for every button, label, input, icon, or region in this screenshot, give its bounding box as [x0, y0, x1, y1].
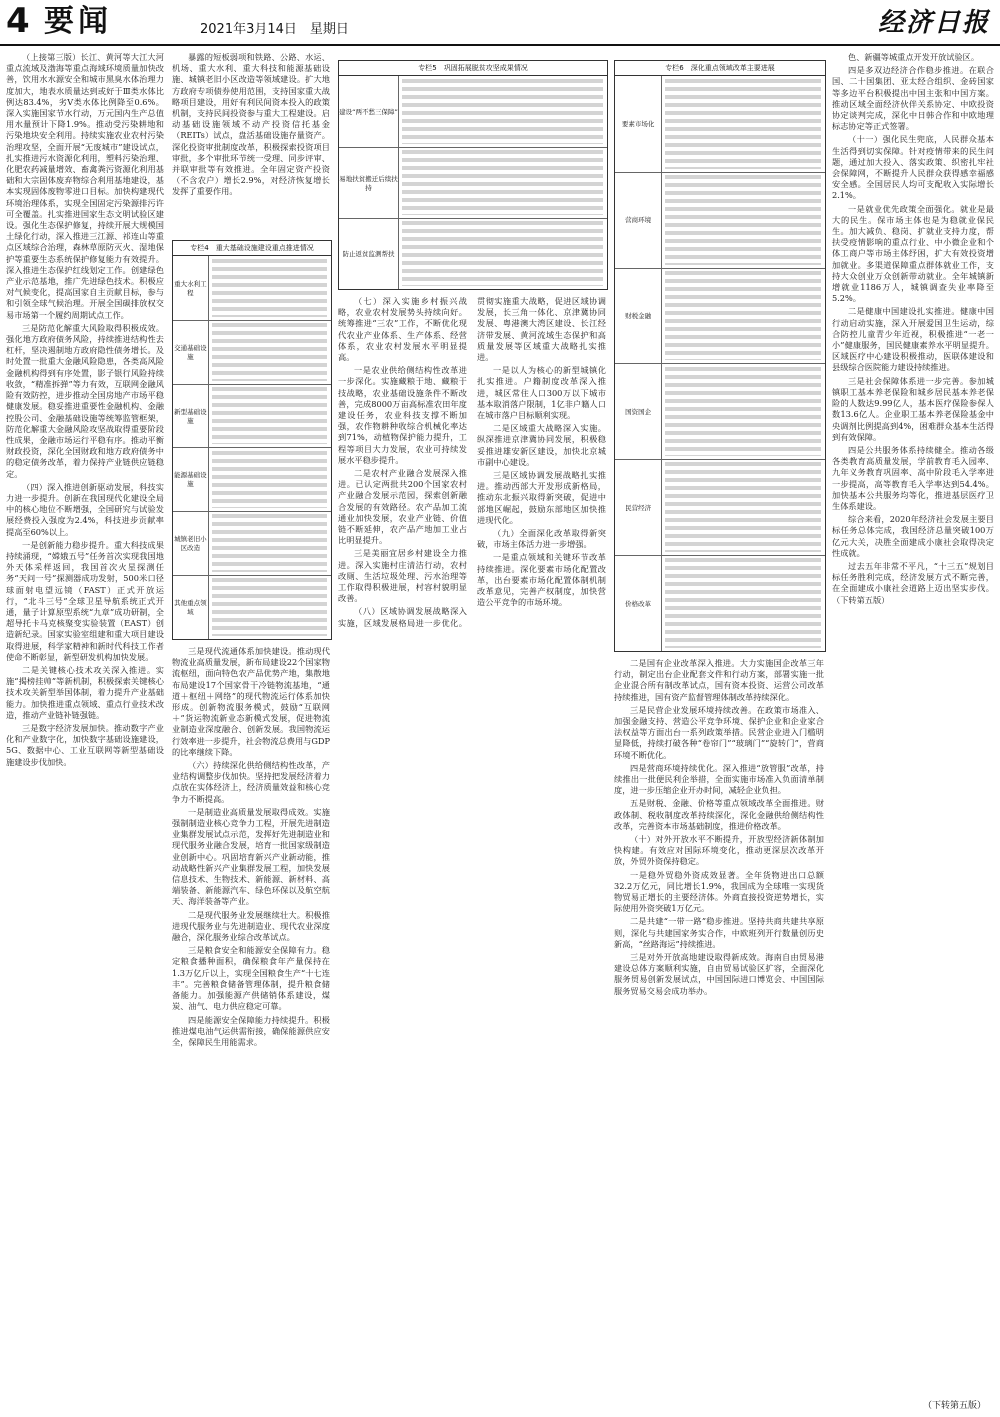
table-row	[173, 256, 331, 321]
table-row-content	[665, 175, 821, 265]
table-row	[339, 218, 607, 290]
article-column-3	[172, 646, 330, 1400]
section-title: 要闻	[44, 4, 112, 39]
table-row	[339, 76, 607, 148]
paragraph: （七）深入实施乡村振兴战略，农业农村发展势头持续向好。统筹推进“三农”工作，不断优化现代农业产业体系、生产体系、经营体系，农业农村发展水平明显提高。	[338, 296, 467, 363]
paragraph: 二是现代服务业发展继续壮大。积极推进现代服务业与先进制造业、现代农业深度融合，深化服务业综合改革试点。	[172, 909, 330, 943]
table-title: 专栏6 深化重点领域改革主要进展	[615, 61, 825, 76]
paragraph: 色、新疆等城重点开发开放试验区。	[848, 52, 980, 62]
table-row-label: 建设“两不愁三保障”	[339, 76, 399, 147]
paragraph: 四是能源安全保障能力持续提升。积极推进煤电油气运供需衔接，确保能源供应安全，保障民生用能需求。	[172, 1014, 330, 1047]
paragraph: 二是区域重大战略深入实施。纵深推进京津冀协同发展，积极稳妥推进雄安新区建设，加快北京城市副中心建设。	[477, 423, 606, 467]
table-row-content	[212, 387, 327, 445]
table-row-content	[665, 367, 821, 457]
paragraph: （九）全面深化改革取得新突破，市场主体活力进一步增强。	[477, 528, 606, 550]
table-title: 专栏5 巩固拓展脱贫攻坚成果情况	[339, 61, 607, 76]
table-row-label: 交通基础设施	[173, 320, 209, 384]
table-row-content	[402, 221, 603, 286]
table-row-content	[665, 462, 821, 552]
table-row	[173, 320, 331, 385]
table-row	[615, 364, 825, 461]
issue-date: 2021年3月14日 星期日	[200, 22, 349, 37]
table-row-label: 防止返贫监测帮扶	[339, 218, 399, 289]
sidebar-table-3	[614, 60, 826, 652]
paragraph: 一是稳外贸稳外资成效显著。全年货物进出口总额32.2万亿元，同比增长1.9%，我国成为全球唯一实现货物贸易正增长的主要经济体。外商直接投资逆势增长，实际使用外资突破1万亿元。	[614, 869, 824, 914]
paragraph: （十）对外开放水平不断提升，开放型经济新体制加快构建。有效应对国际环境变化，推动更深层次改革开放，外贸外资保持稳定。	[614, 834, 824, 867]
paragraph: 四是营商环境持续优化。深入推进“放管服”改革，持续推出一批便民利企举措，全面实施市场准入负面清单制度，进一步压缩企业开办时间，减轻企业负担。	[614, 762, 824, 796]
paragraph: 二是农村产业融合发展深入推进。已认定两批共200个国家农村产业融合发展示范园，探索创新融合发展的有效路径。农产品加工流通业加快发展，农业产业链、价值链不断延伸，农产品产地加工业占比明显提升。	[338, 468, 467, 546]
table-row-label: 新型基础设施	[173, 384, 209, 448]
paragraph: 三是社会保障体系进一步完善。参加城镇职工基本养老保险和城乡居民基本养老保险的人数达9.99亿人，基本医疗保险参保人数13.6亿人。企业职工基本养老保险基金中央调剂比例提高到4%，困难群众基本生活得到有效保障。	[832, 375, 994, 442]
table-row-content	[665, 558, 821, 648]
paragraph: 三是数字经济发展加快。推动数字产业化和产业数字化，加快数字基础设施建设，5G、数据中心、工业互联网等新型基础设施建设步伐加快。	[6, 722, 164, 767]
paragraph: 过去五年非常不平凡，“十三五”规划目标任务胜利完成，经济发展方式不断完善，在全面建成小康社会道路上迈出坚实步伐。（下转第五版）	[832, 560, 994, 605]
paragraph: 三是对外开放高地建设取得新成效。海南自由贸易港建设总体方案顺利实施，自由贸易试验区扩容，全面深化服务贸易创新发展试点，中国国际进口博览会、中国国际服务贸易交易会成功举办。	[614, 952, 824, 996]
table-row-content	[402, 79, 603, 144]
table-row-label: 财税金融	[615, 268, 662, 364]
paragraph: 四是公共服务体系持续健全。推动各级各类教育高质量发展，学前教育毛入园率、九年义务教育巩固率、高中阶段毛入学率进一步提高，高等教育毛入学率达到54.4%。加快基本公共服务均等化，推进基层医疗卫生体系建设。	[832, 444, 994, 511]
paragraph: 四是多双边经济合作稳步推进。在联合国、二十国集团、亚太经合组织、金砖国家等多边平台积极提出中国主张和中国方案。推动区域全面经济伙伴关系协定、中欧投资协定谈判完成，深化中日韩合作和中欧地理标志协定等正式签署。	[832, 65, 994, 132]
continued-note: （下转第五版）	[922, 1401, 986, 1411]
table-row	[173, 448, 331, 513]
paragraph: 三是现代流通体系加快建设。推动现代物流业高质量发展，新布局建设22个国家物流枢纽，面向特色农产品优势产地，集散地布局建设17个国家骨干冷链物流基地，“通道＋枢纽＋网络”的现代物流运行体系加快形成。创新物流服务模式，鼓励“互联网＋”货运物流新业态新模式发展，促进物流业制造业深度融合、创新发展。我国物流运行效率进一步提升，社会物流总费用与GDP的比率继续下降。	[172, 646, 330, 757]
table-row-content	[665, 271, 821, 361]
newspaper-logo: 经济日报	[877, 8, 990, 38]
paragraph: 二是健康中国建设扎实推进。健康中国行动启动实施，深入开展爱国卫生运动，综合防控儿童青少年近视，积极推进“一老一小”健康服务，国民健康素养水平明显提升。区域医疗中心建设积极推动，医联体建设和县级综合医院能力建设持续推进。	[832, 306, 994, 373]
paragraph: 三是区域协调发展战略扎实推进。推动西部大开发形成新格局，推动东北振兴取得新突破，促进中部地区崛起，鼓励东部地区加快推进现代化。	[477, 470, 606, 525]
table-row-content	[212, 259, 327, 317]
table-row-content	[402, 150, 603, 215]
table-title: 专栏4 重大基础设施建设重点推进情况	[173, 241, 331, 256]
table-row-content	[212, 578, 327, 636]
table-row-label: 其他重点领域	[173, 575, 209, 639]
article-column-1	[6, 52, 164, 1400]
paragraph: 一是创新能力稳步提升。重大科技成果持续涌现，“嫦娥五号”任务首次实现我国地外天体采样返回，我国首次火星探测任务“天问一号”探测器成功发射，500米口径球面射电望远镜（FAST）正式开放运行，“北斗三号”全球卫星导航系统正式开通，量子计算原型系统“九章”成功研制，全超导托卡马克核聚变实验装置（EAST）创造新纪录。国家实验室组建和重大项目建设取得进展，科学家精神和新时代科技工作者使命不断彰显，新型研发机构加快发展。	[6, 539, 164, 662]
paragraph: 二是国有企业改革深入推进。大力实施国企改革三年行动，制定出台企业配套文件和行动方案，部署实施一批企业混合所有制改革试点，国有资本投资、运营公司改革持续推进，国有资产监督管理体制改革持续深化。	[614, 658, 824, 702]
paragraph: 综合来看，2020年经济社会发展主要目标任务总体完成，我国经济总量突破100万亿元大关，决胜全面建成小康社会取得决定性成就。	[832, 514, 994, 558]
article-column-4	[338, 296, 606, 1400]
paragraph: 三是粮食安全和能源安全保障有力。稳定粮食播种面积，确保粮食年产量保持在1.3万亿斤以上，实现全国粮食生产“十七连丰”。完善粮食储备管理体制，提升粮食储备能力。加强能源产供储销体系建设，煤炭、油气、电力供应稳定可靠。	[172, 945, 330, 1012]
paragraph: 一是农业供给侧结构性改革进一步深化。实施藏粮于地、藏粮于技战略，农业基础设施条件不断改善，完成8000万亩高标准农田年度建设任务，农业科技支撑不断加强，农作物耕种收综合机械化率达到71%，动植物保护能力提升，工程等项目大力发展，农业可持续发展水平稳步提升。	[338, 365, 467, 465]
table-row-label: 民营经济	[615, 459, 662, 555]
paragraph: （四）深入推进创新驱动发展，科技实力进一步提升。创新在我国现代化建设全局中的核心地位不断增强，全国研究与试验发展经费投入强度为2.4%，科技进步贡献率提高至60%以上。	[6, 481, 164, 537]
sidebar-table-1	[172, 240, 332, 640]
table-row-label: 要素市场化	[615, 76, 662, 172]
table-row	[173, 384, 331, 449]
table-row-label: 能源基础设施	[173, 448, 209, 512]
paragraph: （十一）强化民生兜底，人民群众基本生活得到切实保障。针对疫情带来的民生问题，通过加大投入、落实政策、织密扎牢社会保障网，不断提升人民群众获得感幸福感安全感。全国居民人均可支配收入实际增长2.1%。	[832, 134, 994, 201]
paragraph: （八）区域协调发展战略深入实施，区域发展格局进一步优化。贯彻实施重大战略，促进区域协调发展，长三角一体化、京津冀协同发展、粤港澳大湾区建设、长江经济带发展、黄河流域生态保护和高质量发展等区域重大战略扎实推进。	[338, 296, 606, 628]
paragraph: 二是共建“一带一路”稳步推进。坚持共商共建共享原则，深化与共建国家务实合作，中欧班列开行数量创历史新高，“丝路海运”持续推进。	[614, 916, 824, 949]
article-column-6	[832, 52, 994, 1386]
table-row-label: 城镇老旧小区改造	[173, 511, 209, 575]
table-row	[615, 268, 825, 365]
table-row	[615, 76, 825, 173]
table-row-label: 重大水利工程	[173, 256, 209, 320]
table-row	[173, 575, 331, 640]
paragraph: 三是防范化解重大风险取得积极成效。强化地方政府债务风险，持续推进结构性去杠杆，坚决遏制地方政府隐性债务增长。及时处置一批重大金融风险隐患，各类高风险金融机构得到有序处置，影子银行风险持续收敛，“精准拆弹”等力有效，互联网金融风险有效防控，进步推动全国房地产市场平稳健康发展。稳妥推进重要性金融机构、金融控股公司、金融基础设施等统筹监管框架，防范化解重大金融风险攻坚战取得重要阶段性成果，金融市场运行平稳有序。推动平衡财政投资，深化全国财政和地方政府债务中的稳定债务改革，着力保持产业链供应链稳定。	[6, 322, 164, 479]
table-row-content	[212, 323, 327, 381]
paragraph: 暴露的短板弱项和铁路、公路、水运、机场、重大水利、重大科技和能源基础设施、城镇老旧小区改造等领域建设。扩大地方政府专项债券使用范围，支持国家重大战略项目建设，用好有利民间资本投入的政策机制，支持民间投资参与重大工程建设。启动基础设施领域不动产投资信托基金（REITs）试点，盘活基础设施存量资产。深化投资审批制度改革，积极探索投资项目审批，多个审批环节统一受理、同步评审、并联审批等有效推进。全年固定资产投资（不含农户）增长2.9%，对经济恢复增长发挥了重要作用。	[172, 52, 330, 197]
table-row-content	[212, 451, 327, 509]
table-row-content	[212, 514, 327, 572]
table-row-label: 国资国企	[615, 364, 662, 460]
table-row	[615, 459, 825, 556]
table-row-label: 营商环境	[615, 172, 662, 268]
paragraph: 三是美丽宜居乡村建设全力推进。深入实施村庄清洁行动，农村改厕、生活垃圾处理、污水治理等工作取得积极进展，村容村貌明显改善。	[338, 548, 467, 604]
paragraph: 一是就业优先政策全面强化。就业是最大的民生。保市场主体也是为稳就业保民生。加大减负、稳岗、扩就业支持力度，帮扶受疫情影响的重点行业、中小微企业和个体工商户等市场主体纾困，扩大有效投资增加就业。多渠道保障重点群体就业工作，支持大众创业万众创新带动就业。全年城镇新增就业1186万人，城镇调查失业率降至5.2%。	[832, 203, 994, 304]
paragraph: 二是关键核心技术攻关深入推进。实施“揭榜挂帅”等新机制，积极探索关键核心技术攻关新型举国体制，着力提升产业基础能力。加快推进重点领域、重点行业技术改造，推动产业链补链强链。	[6, 664, 164, 720]
article-column-2	[172, 52, 330, 232]
table-row	[173, 511, 331, 576]
table-row	[615, 172, 825, 269]
table-row	[615, 555, 825, 652]
paragraph: 一是重点领域和关键环节改革持续推进。深化要素市场化配置改革，出台要素市场化配置体制机制改革意见，完善产权制度，加快营造公平竞争的市场环境。	[477, 552, 606, 608]
sidebar-table-2	[338, 60, 608, 290]
article-column-5	[614, 658, 824, 1400]
masthead	[0, 0, 1000, 46]
table-row-label: 价格改革	[615, 555, 662, 651]
table-row	[339, 147, 607, 219]
table-row-content	[665, 79, 821, 169]
paragraph: 五是财税、金融、价格等重点领域改革全面推进。财政体制、税收制度改革持续深化，深化金融供给侧结构性改革，完善资本市场基础制度，推进价格改革。	[614, 798, 824, 831]
paragraph: 一是制造业高质量发展取得成效。实施强制制造业核心竞争力工程，开展先进制造业集群发展试点示范，发挥好先进制造业和现代服务业融合发展，培育一批国家级制造业创新中心。巩固培育新兴产业新动能，推动战略性新兴产业集群发展工程，加快发展信息技术、生物技术、新能源、新材料、高端装备、新能源汽车、绿色环保以及航空航天、海洋装备等产业。	[172, 806, 330, 907]
paragraph: （六）持续深化供给侧结构性改革，产业结构调整步伐加快。坚持把发展经济着力点放在实体经济上，经济质量效益和核心竞争力不断提高。	[172, 760, 330, 804]
page-number: 4	[6, 1, 30, 41]
paragraph: （上接第三版）长江、黄河等大江大河重点流域及渤海等重点海域环境质量加快改善，饮用水水源安全和城市黑臭水体治理力度加大，地表水质量达到或好于Ⅲ类水体比例达83.4%，劣Ⅴ类水体比例降至0.6%。深入实施国家节水行动，万元国内生产总值用水量预计下降1.9%。推动受污染耕地和污染地块安全利用。持续实施农业农村污染治理攻坚，全面开展“无废城市”建设试点，扎实推进污水资源化利用，塑料污染治理、化肥农药减量增效、畜禽粪污资源化利用基础和大宗固体废弃物综合利用基地建设，基本实现固体废物零进口目标。加快构建现代环境治理体系，实现全国固定污染源排污许可全覆盖。扎实推进国家生态文明试验区建设。强化生态保护修复，持续开展大规模国土绿化行动，深入推进三江源、祁连山等重点区域综合治理，森林草原防灭火、湿地保护等重要生态系统保护修复能力有效提升。深入推进生态保护红线划定工作。创建绿色产业示范基地，推广先进绿色技术。积极应对气候变化，提高国家自主贡献目标，参与和引领全球气候治理。开展全国碳排放权交易市场第一个履约周期试点工作。	[6, 52, 164, 320]
paragraph: 三是民营企业发展环境持续改善。在政策市场准入、加强金融支持、营造公平竞争环境、保护企业和企业家合法权益等方面出台一系列政策举措。民营企业进入门槛明显降低，持续打破各种“卷帘门”“玻璃门”“旋转门”，营商环境不断优化。	[614, 704, 824, 760]
table-row-label: 易地扶贫搬迁后续扶持	[339, 147, 399, 218]
paragraph: 一是以人为核心的新型城镇化扎实推进。户籍制度改革深入推进，城区常住人口300万以下城市基本取消落户限制，1亿非户籍人口在城市落户目标顺利实现。	[477, 365, 606, 421]
